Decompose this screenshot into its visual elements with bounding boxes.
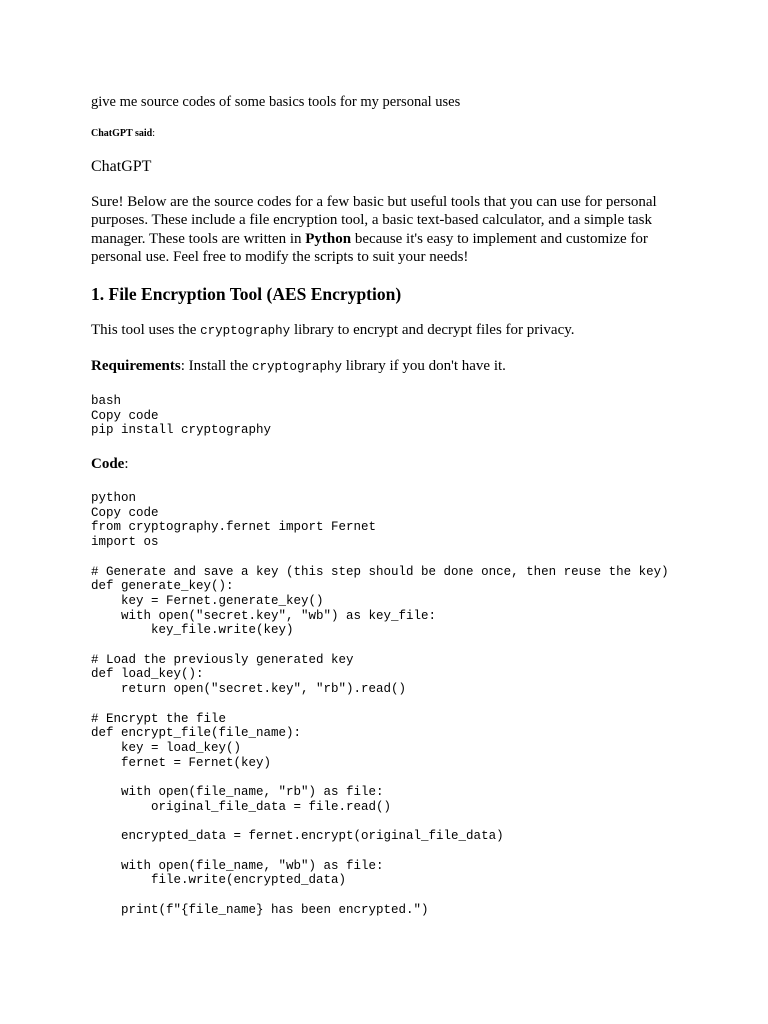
said-colon: : (152, 128, 156, 139)
said-label-text: ChatGPT said (91, 128, 153, 139)
intro-bold-python: Python (305, 230, 352, 247)
assistant-name: ChatGPT (91, 158, 152, 175)
intro-text-1: Sure! Below are the source codes for a few basic but useful tools that you can use for personal purposes. These include a file encryption tool, a basic text-based calculator, and a simple task manager. These tools are written in (91, 194, 657, 247)
intro-paragraph (91, 193, 681, 266)
section-heading: 1. File Encryption Tool (AES Encryption) (91, 284, 402, 304)
tool-desc-before: This tool uses the (91, 322, 201, 338)
requirements-after: library if you don't have it. (341, 358, 506, 374)
bash-code-block: bash Copy code pip install cryptography (91, 394, 272, 438)
requirements-label: Requirements (91, 358, 181, 374)
code-label (91, 456, 129, 473)
intro-text-2: because it's easy to implement and customize for personal use. Feel free to modify the scripts to suit your needs! (91, 230, 648, 265)
requirements-paragraph (91, 358, 506, 375)
user-prompt: give me source codes of some basics tools for my personal uses (91, 94, 461, 110)
requirements-before: : Install the (180, 358, 252, 374)
inline-code-cryptography-req: cryptography (251, 360, 342, 374)
tool-description (91, 322, 575, 339)
code-label-colon: : (124, 456, 129, 472)
code-label-text: Code (91, 456, 125, 472)
inline-code-cryptography: cryptography (200, 324, 291, 338)
tool-desc-after: library to encrypt and decrypt files for privacy. (290, 322, 575, 338)
chatgpt-said-label (91, 128, 155, 139)
python-code-block: python Copy code from cryptography.fernet import Fernet import os # Generate and save a key (this step should be done once, then reuse the key) def generate_key(): key = Fernet.generate_key() with open("secret.key", "wb") as key_file: key_file.write(key) # Load the previously generated key def load_key(): return open("secret.key", "rb").read() # Encrypt the file def encrypt_file(file_name): key = load_key() fernet = Fernet(key) with open(file_name, "rb") as file: original_file_data = file.read() encrypted_data = fernet.encrypt(original_file_data) with open(file_name, "wb") as file: file.write(encrypted_data) print(f"{file_name} has been encrypted.") (91, 491, 669, 917)
